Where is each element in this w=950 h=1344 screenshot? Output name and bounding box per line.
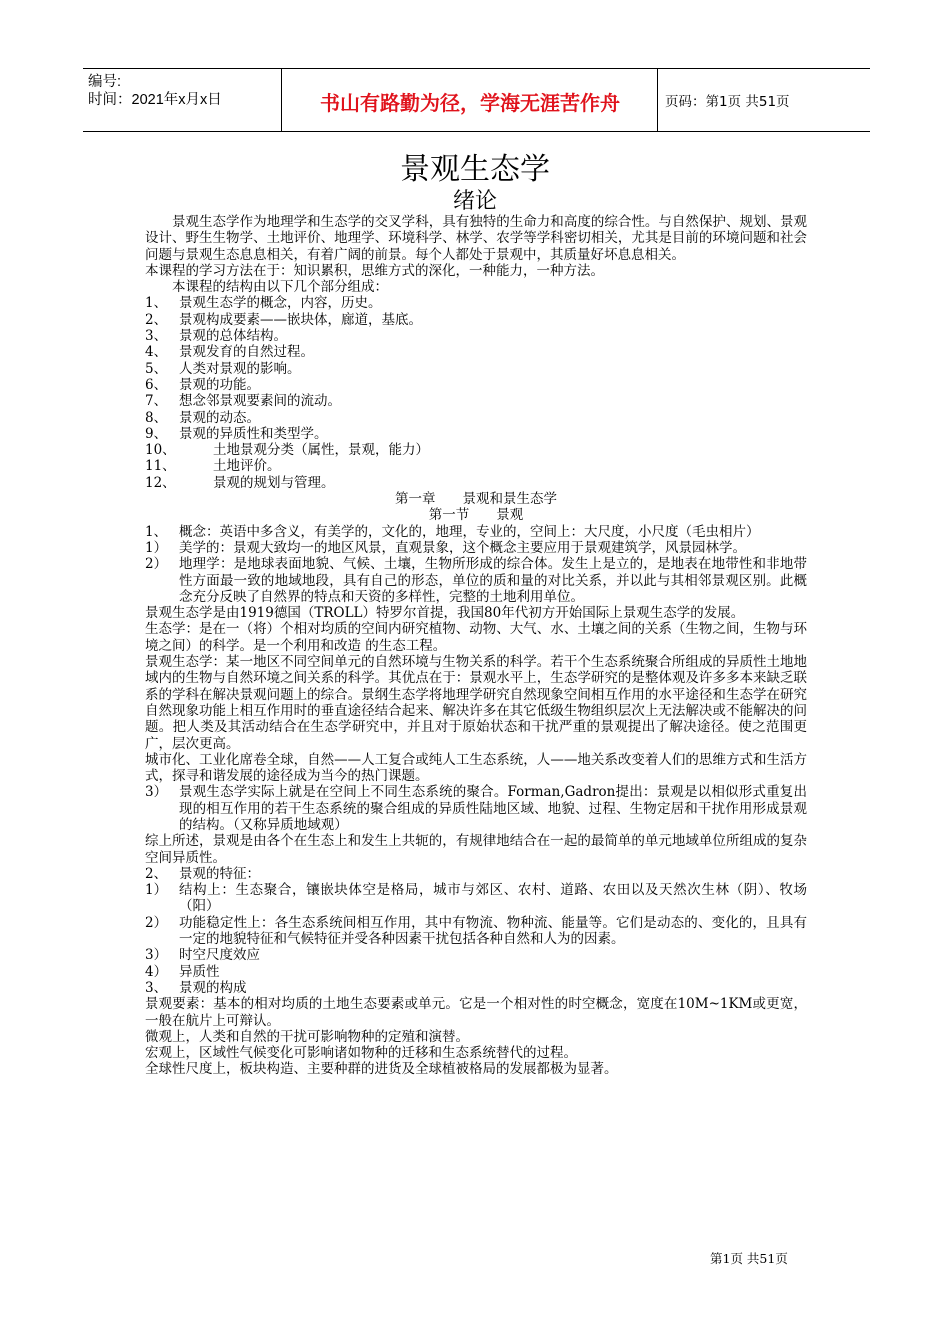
header-meta <box>88 73 278 109</box>
paragraph: 宏观上，区域性气候变化可影响诸如物种的迁移和生态系统替代的过程。 <box>145 1045 577 1062</box>
list-item: 4） 异质性 <box>145 963 220 980</box>
header-divider <box>657 69 658 131</box>
list-item: 3） 景观生态学实际上就是在空间上不同生态系统的聚合。Forman,Gadron提出：景观是以相似形式重复出现的相互作用的若干生态系统的聚合组成的异质性陆地区域、地貌、过程、生物定居和干扰作用形成景观的结构。（又称异质地域观） <box>145 784 807 833</box>
paragraph: 景观生态学是由1919德国（TROLL）特罗尔首提，我国80年代初方开始国际上景观生态学的发展。 <box>145 605 745 622</box>
document-title: 景观生态学 <box>400 152 550 187</box>
header-motto: 书山有路勤为径，学海无涯苦作舟 <box>320 91 620 115</box>
list-item: 1、 概念：英语中多含义，有美学的，文化的，地理，专业的，空间上：大尺度，小尺度（毛虫相片） <box>145 523 760 540</box>
list-item: 3、 景观的总体结构。 <box>145 328 287 345</box>
paragraph: 本课程的学习方法在于：知识累积，思维方式的深化，一种能力，一种方法。 <box>145 262 604 279</box>
header-page-label: 页码：第1页 共51页 <box>665 94 790 110</box>
paragraph: 城市化、工业化席卷全球，自然——人工复合或纯人工生态系统，人——地关系改变着人们的思维方式和生活方式，探寻和谐发展的途径成为当今的热门课题。 <box>145 751 807 785</box>
list-item: 2、 景观的特征： <box>145 865 260 882</box>
list-item: 1） 美学的：景观大致均一的地区风景，直观景象，这个概念主要应用于景观建筑学，风景园林学。 <box>145 539 746 556</box>
paragraph: 景观生态学作为地理学和生态学的交叉学科，具有独特的生命力和高度的综合性。与自然保护、规划、景观设计、野生生物学、土地评价、地理学、环境科学、林学、农学等学科密切相关，尤其是目前的环境问题和社会问题与景观生态息息相关，有着广阔的前景。每个人都处于景观中，其质量好坏息息相关。 <box>145 214 807 263</box>
paragraph: 全球性尺度上，板块构造、主要种群的进货及全球植被格局的发展都极为显著。 <box>145 1061 618 1078</box>
list-item: 3） 时空尺度效应 <box>145 947 260 964</box>
list-item: 8、 景观的动态。 <box>145 409 260 426</box>
chapter-heading: 第一章 景观和景生态学 <box>395 491 557 508</box>
list-item: 12、 景观的规划与管理。 <box>145 474 335 491</box>
date-label: 时间：2021年x月x日 <box>88 92 222 108</box>
list-item: 9、 景观的异质性和类型学。 <box>145 425 328 442</box>
document-subtitle: 绪论 <box>452 189 497 214</box>
list-item: 2） 功能稳定性上：各生态系统间相互作用，其中有物流、物种流、能量等。它们是动态的、变化的，且具有一定的地貌特征和气候特征并受各种因素干扰包括各种自然和人为的因素。 <box>145 914 807 948</box>
list-item: 6、 景观的功能。 <box>145 376 260 393</box>
header-divider <box>281 69 282 131</box>
paragraph: 生态学：是在一（将）个相对均质的空间内研究植物、动物、大气、水、土壤之间的关系（生物之间，生物与环境之间）的科学。是一个利用和改造 的生态工程。 <box>145 621 807 654</box>
list-item: 11、 土地评价。 <box>145 458 281 475</box>
list-item: 4、 景观发育的自然过程。 <box>145 344 314 361</box>
page-header <box>83 68 870 132</box>
paragraph: 本课程的结构由以下几个部分组成： <box>172 279 388 296</box>
paragraph: 景观生态学：某一地区不同空间单元的自然环境与生物关系的科学。若干个生态系统聚合所组成的异质性土地地域内的生物与自然环境之间关系的科学。其优点在于：景观水平上，生态学研究的是整体观及许多多本来缺乏联系的学科在解决景观问题上的综合。景纲生态学将地理学研究自然现象空间相互作用的水平途径和生态学在研究自然现象功能上相互作用时的垂直途径结合起来、解决许多在其它低级生物组织层次上无法解决或不能解决的问题。把人类及其活动结合在生态学研究中，并且对于原始状态和干扰严重的景观提出了解决途径。使之范围更广，层次更高。 <box>145 654 807 752</box>
list-item: 10、 土地景观分类（属性，景观，能力） <box>145 442 429 459</box>
code-label: 编号: <box>88 74 122 90</box>
document-body <box>145 214 807 1078</box>
section-heading: 第一节 景观 <box>428 507 524 524</box>
paragraph: 综上所述，景观是由各个在生态上和发生上共轭的，有规律地结合在一起的最简单的单元地域单位所组成的复杂空间异质性。 <box>145 833 807 866</box>
list-item: 1、 景观生态学的概念，内容，历史。 <box>145 295 382 312</box>
list-item: 3、 景观的构成 <box>145 979 247 996</box>
list-item: 5、 人类对景观的影响。 <box>145 360 301 377</box>
page-footer: 第1页 共51页 <box>710 1251 788 1266</box>
list-item: 7、 想念邻景观要素间的流动。 <box>145 393 341 410</box>
list-item: 2、 景观构成要素——嵌块体，廊道，基底。 <box>145 311 422 328</box>
list-item: 2） 地理学：是地球表面地貌、气候、土壤，生物所形成的综合体。发生上是立的，是地表在地带性和非地带性方面最一致的地域地段，具有自己的形态，单位的质和量的对比关系，并以此与其相邻景观区别。此概念充分反映了自然界的特点和天资的多样性，完整的土地利用单位。 <box>145 556 807 605</box>
paragraph: 景观要素：基本的相对均质的土地生态要素或单元。它是一个相对性的时空概念，宽度在10M~1KM或更宽，一般在航片上可辩认。 <box>145 996 807 1029</box>
list-item: 1） 结构上：生态聚合，镶嵌块体空是格局，城市与郊区、农村、道路、农田以及天然次生林（阴）、牧场（阳） <box>145 882 807 915</box>
paragraph: 微观上，人类和自然的干扰可影响物种的定殖和演替。 <box>145 1028 469 1045</box>
